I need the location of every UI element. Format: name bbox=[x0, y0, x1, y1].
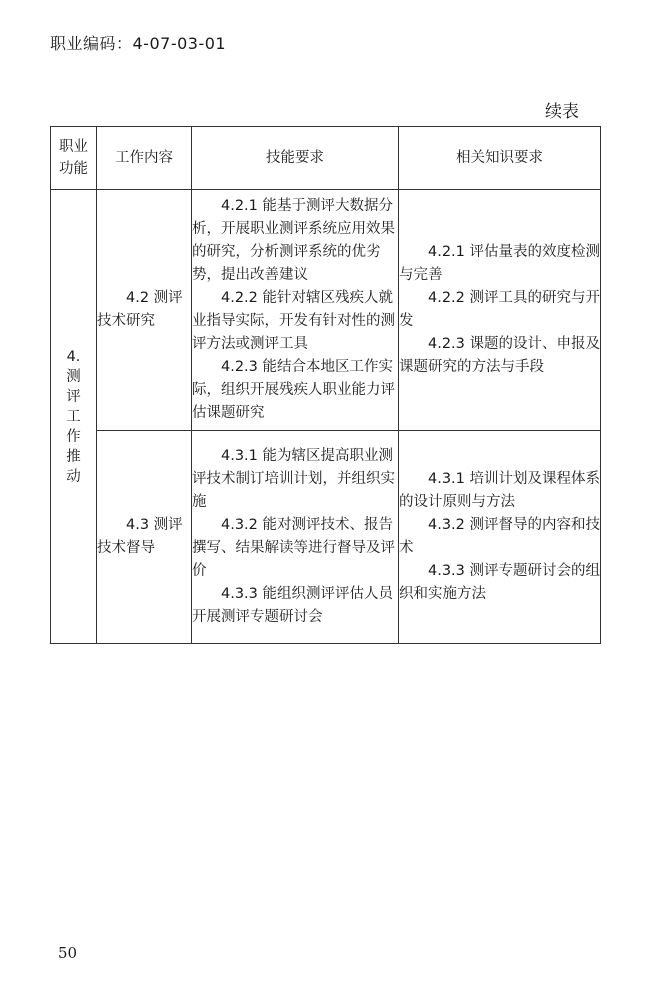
work-content-cell bbox=[97, 190, 192, 431]
knowledge-cell bbox=[399, 431, 601, 644]
requirements-table bbox=[50, 126, 601, 644]
knowledge-item: 4.2.3 课题的设计、申报及课题研究的方法与手段 bbox=[399, 336, 601, 375]
header-skills: 技能要求 bbox=[192, 127, 399, 190]
work-content-cell bbox=[97, 431, 192, 644]
page-number: 50 bbox=[58, 944, 78, 962]
work-content-code: 4.3 bbox=[126, 517, 150, 533]
skills-cell bbox=[192, 431, 399, 644]
skill-item: 4.3.1 能为辖区提高职业测评技术制订培训计划，并组织实施 bbox=[192, 448, 395, 510]
header-work-content: 工作内容 bbox=[97, 127, 192, 190]
header-function: 职业功能 bbox=[51, 127, 97, 190]
skills-cell bbox=[192, 190, 399, 431]
skill-item: 4.2.2 能针对辖区残疾人就业指导实际，开发有针对性的测评方法或测评工具 bbox=[192, 290, 395, 352]
skill-item: 4.2.3 能结合本地区工作实际，组织开展残疾人职业能力评估课题研究 bbox=[192, 359, 395, 421]
skill-item: 4.2.1 能基于测评大数据分析，开展职业测评系统应用效果的研究，分析测评系统的优劣势，提出改善建议 bbox=[192, 198, 395, 283]
knowledge-item: 4.2.1 评估量表的效度检测与完善 bbox=[399, 244, 601, 283]
table-header-row bbox=[51, 127, 601, 190]
header-knowledge: 相关知识要求 bbox=[399, 127, 601, 190]
knowledge-item: 4.3.2 测评督导的内容和技术 bbox=[399, 517, 601, 556]
table-row bbox=[51, 190, 601, 431]
continued-label: 续表 bbox=[545, 102, 579, 122]
occupation-code: 职业编码：4-07-03-01 bbox=[50, 34, 227, 53]
work-content-name: 测评技术研究 bbox=[97, 290, 183, 329]
knowledge-item: 4.3.3 测评专题研讨会的组织和实施方法 bbox=[399, 563, 601, 602]
skill-item: 4.3.3 能组织测评评估人员开展测评专题研讨会 bbox=[192, 586, 394, 625]
work-content-name: 测评技术督导 bbox=[97, 517, 183, 556]
function-number: 4. bbox=[66, 348, 81, 365]
table-row bbox=[51, 431, 601, 644]
function-cell bbox=[51, 190, 97, 644]
work-content-code: 4.2 bbox=[126, 290, 150, 306]
skill-item: 4.3.2 能对测评技术、报告撰写、结果解读等进行督导及评价 bbox=[192, 517, 395, 579]
knowledge-item: 4.3.1 培训计划及课程体系的设计原则与方法 bbox=[399, 471, 601, 510]
knowledge-cell bbox=[399, 190, 601, 431]
knowledge-item: 4.2.2 测评工具的研究与开发 bbox=[399, 290, 601, 329]
function-name: 测评工作推动 bbox=[66, 368, 81, 485]
